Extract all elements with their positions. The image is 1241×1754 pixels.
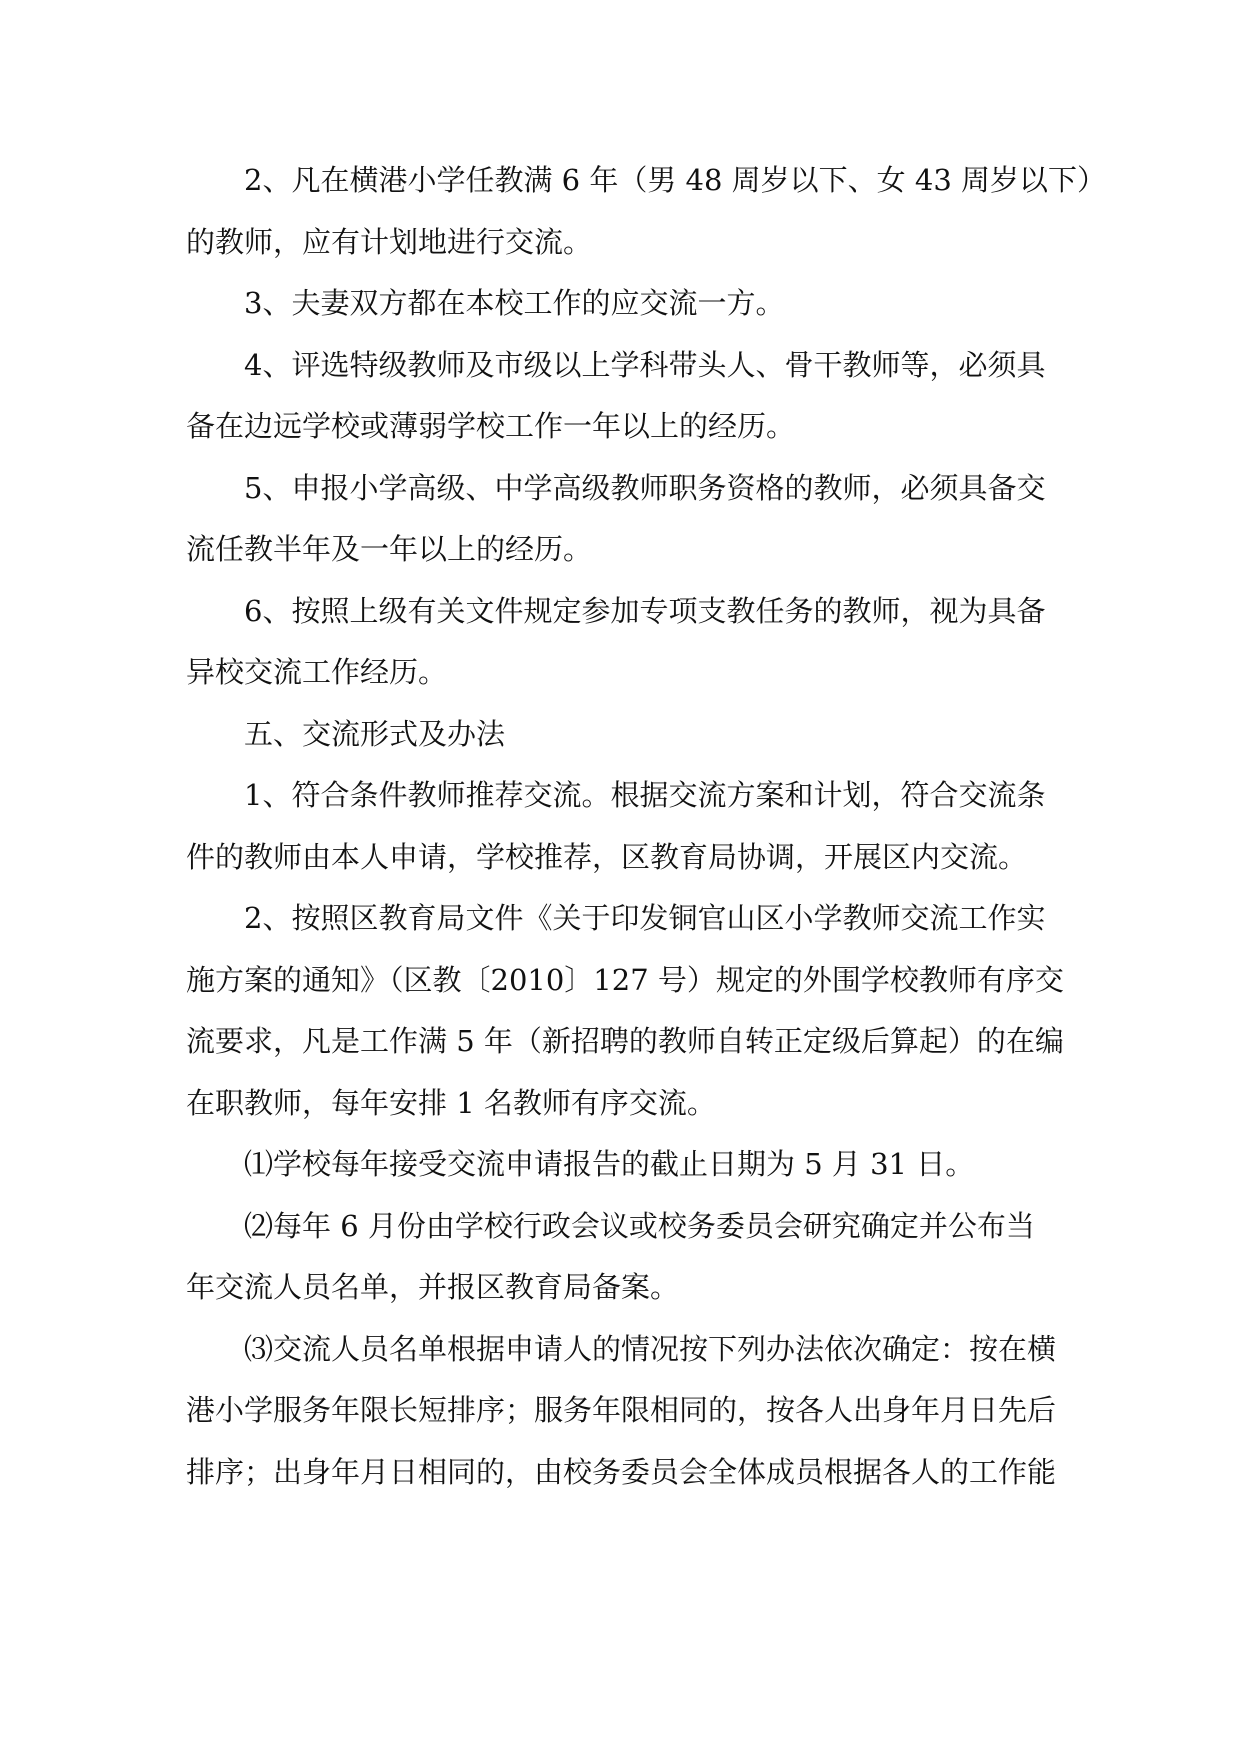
paragraph-line: ⑵每年 6 月份由学校行政会议或校务委员会研究确定并公布当 — [244, 1208, 1035, 1243]
paragraph-line: 1、符合条件教师推荐交流。根据交流方案和计划，符合交流条 — [244, 778, 1046, 812]
paragraph-line: ⑴学校每年接受交流申请报告的截止日期为 5 月 31 日。 — [244, 1147, 975, 1181]
paragraph-line: 流要求，凡是工作满 5 年（新招聘的教师自转正定级后算起）的在编 — [186, 1024, 1064, 1058]
paragraph-line: 的教师，应有计划地进行交流。 — [186, 224, 593, 259]
paragraph-line: 件的教师由本人申请，学校推荐，区教育局协调，开展区内交流。 — [186, 839, 1028, 874]
paragraph-line: 在职教师，每年安排 1 名教师有序交流。 — [186, 1085, 716, 1120]
paragraph-line: 2、按照区教育局文件《关于印发铜官山区小学教师交流工作实 — [244, 901, 1046, 935]
paragraph-line: 排序；出身年月日相同的，由校务委员会全体成员根据各人的工作能 — [186, 1454, 1057, 1489]
paragraph-line: 6、按照上级有关文件规定参加专项支教任务的教师，视为具备 — [244, 593, 1046, 628]
paragraph-line: 5、申报小学高级、中学高级教师职务资格的教师，必须具备交 — [244, 470, 1046, 505]
paragraph-line: 备在边远学校或薄弱学校工作一年以上的经历。 — [186, 409, 796, 443]
section-heading: 五、交流形式及办法 — [244, 716, 506, 751]
paragraph-line: 流任教半年及一年以上的经历。 — [186, 532, 593, 566]
paragraph-line: 施方案的通知》（区教〔2010〕127 号）规定的外围学校教师有序交 — [186, 962, 1064, 997]
paragraph-line: 异校交流工作经历。 — [186, 655, 448, 689]
paragraph-line: 港小学服务年限长短排序；服务年限相同的，按各人出身年月日先后 — [186, 1393, 1057, 1427]
paragraph-line: 2、凡在横港小学任教满 6 年（男 48 周岁以下、女 43 周岁以下） — [244, 163, 1107, 197]
document-body — [186, 150, 1107, 1503]
paragraph-line: 3、夫妻双方都在本校工作的应交流一方。 — [244, 286, 785, 320]
paragraph-line: 年交流人员名单，并报区教育局备案。 — [186, 1270, 680, 1304]
paragraph-line: ⑶交流人员名单根据申请人的情况按下列办法依次确定：按在横 — [244, 1331, 1057, 1366]
paragraph-line: 4、评选特级教师及市级以上学科带头人、骨干教师等，必须具 — [244, 347, 1046, 382]
